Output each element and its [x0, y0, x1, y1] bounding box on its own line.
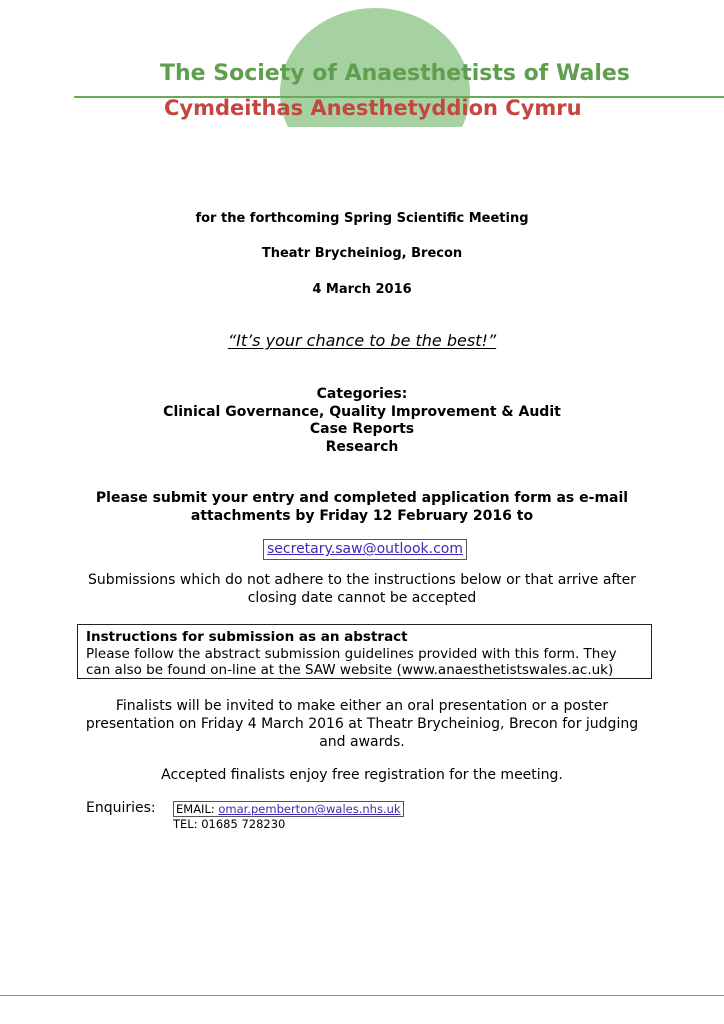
- enquiries-label: Enquiries:: [86, 800, 156, 816]
- venue: Theatr Brycheiniog, Brecon: [261, 246, 463, 261]
- instructions-line2: can also be found on-line at the SAW website (www.anaesthetistswales.ac.uk): [86, 662, 614, 678]
- warning-line1: Submissions which do not adhere to the instructions below or that arrive after: [88, 572, 636, 588]
- event-date: 4 March 2016: [312, 282, 412, 297]
- category-item: Research: [325, 439, 399, 455]
- finalists-line1: Finalists will be invited to make either an oral presentation or a poster: [115, 698, 609, 714]
- enquiries-contact: [173, 802, 404, 832]
- enquiries-tel: TEL: 01685 728230: [173, 817, 286, 831]
- submit-instructions-line2: attachments by Friday 12 February 2016 to: [190, 508, 534, 524]
- society-title-english: The Society of Anaesthetists of Wales: [160, 61, 630, 86]
- submit-instructions-line1: Please submit your entry and completed application form as e-mail: [95, 490, 629, 506]
- submit-email-box: [263, 539, 467, 560]
- email-label: EMAIL:: [176, 802, 215, 816]
- instructions-line1: Please follow the abstract submission guidelines provided with this form. They: [86, 645, 617, 662]
- submit-email-link[interactable]: secretary.saw@outlook.com: [267, 541, 463, 557]
- finalists-line3: and awards.: [319, 734, 405, 750]
- footer-divider: [0, 995, 724, 996]
- enquiries-email-link[interactable]: omar.pemberton@wales.nhs.uk: [218, 802, 401, 816]
- category-item: Clinical Governance, Quality Improvement & Audit: [163, 404, 561, 420]
- subtitle: for the forthcoming Spring Scientific Meeting: [195, 211, 529, 226]
- society-title-welsh: Cymdeithas Anesthetyddion Cymru: [164, 96, 582, 120]
- registration-note: Accepted finalists enjoy free registration for the meeting.: [161, 767, 563, 783]
- instructions-box: [77, 624, 652, 679]
- tagline-quote: “It’s your chance to be the best!”: [227, 331, 497, 350]
- enquiries-email-box: [173, 801, 404, 817]
- warning-line2: closing date cannot be accepted: [247, 590, 477, 606]
- category-item: Case Reports: [309, 421, 415, 437]
- finalists-line2: presentation on Friday 4 March 2016 at Theatr Brycheiniog, Brecon for judging: [85, 716, 639, 732]
- enquiries-email-row: [173, 802, 404, 817]
- instructions-title: Instructions for submission as an abstract: [86, 629, 408, 645]
- categories-label: Categories:: [316, 386, 408, 402]
